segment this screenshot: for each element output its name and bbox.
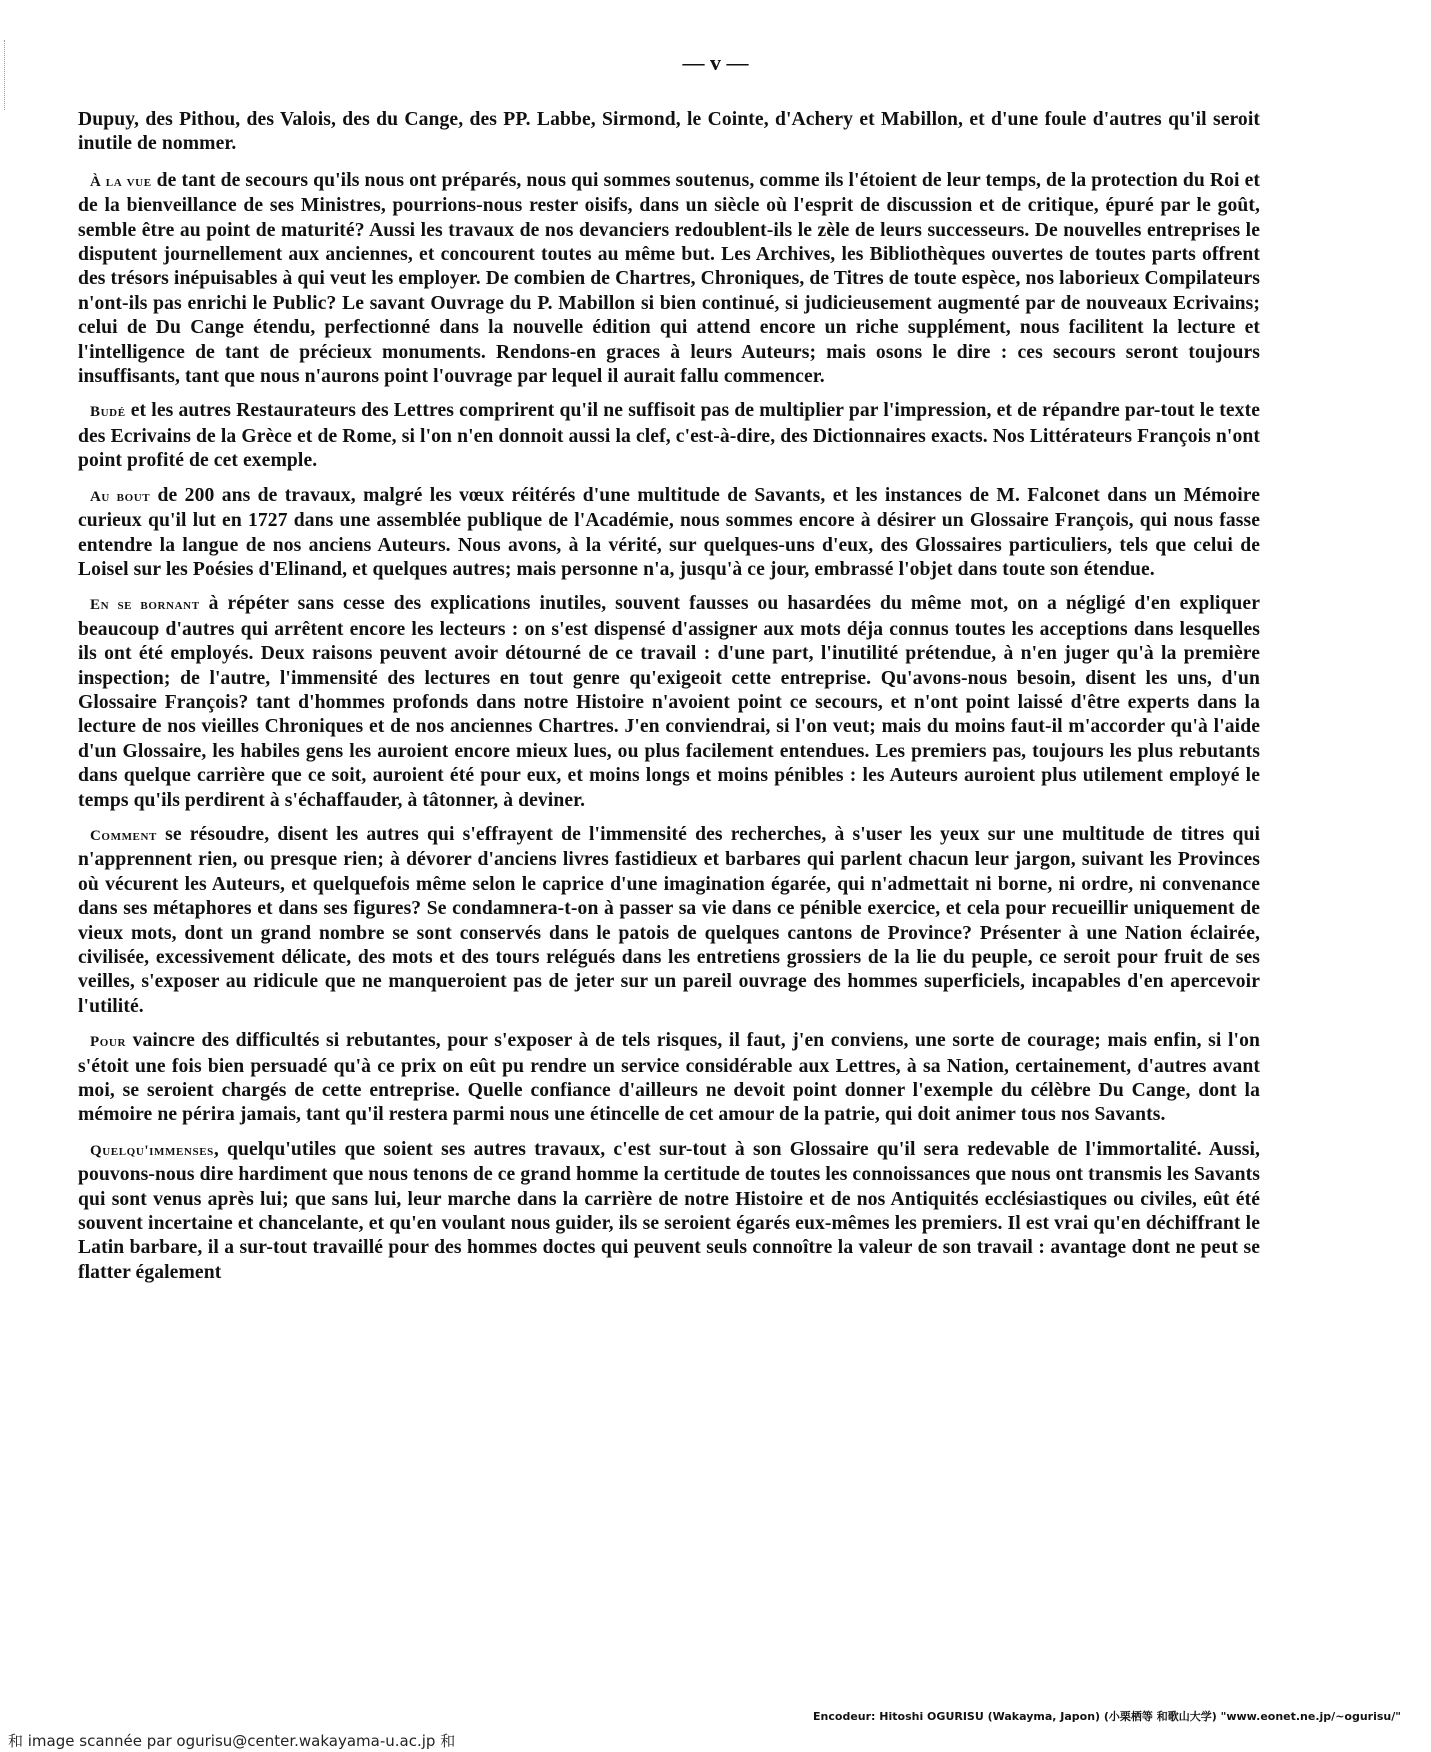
page-number: — v — xyxy=(682,50,749,75)
paragraph-text: à répéter sans cesse des explications inutiles, souvent fausses ou hasardées du même mot, on a négligé d'en expliquer beaucoup d'autres qui arrêtent encore les lecteurs : on s'est dispensé d'assigner aux mots déja connus toutes les acceptions dans lesquelles ils ont été employés. Deux raisons peuvent avoir détourné de ce travail : d'une part, l'inutilité prétendue, à n'en juger qu'à la première inspection; de l'autre, l'immensité des lectures en tout genre qu'exigeoit cette entreprise. Qu'avons-nous besoin, disent les uns, d'un Glossaire François? tant d'hommes profonds dans notre Histoire n'avoient point ce secours, et n'ont point laissé d'être experts dans la lecture de nos vieilles Chroniques et de nos anciennes Chartres. J'en conviendrai, si l'on veut; mais du moins faut-il m'accorder qu'à l'aide d'un Glossaire, les habiles gens les auroient encore mieux lues, ou plus facilement entendues. Les premiers pas, toujours les plus rebutants dans quelque carrière que ce soit, auroient été pour eux, et moins longs et moins pénibles : les Auteurs auroient plus utilement employé le temps qu'ils perdirent à s'échaffauder, à tâtonner, à deviner. xyxy=(78,593,1260,811)
paragraph xyxy=(78,1029,1260,1128)
paragraph xyxy=(78,484,1260,583)
paragraph xyxy=(78,1138,1260,1285)
paragraph xyxy=(78,592,1260,813)
paragraph-text: se résoudre, disent les autres qui s'effrayent de l'immensité des recherches, à s'user les yeux sur une multitude de titres qui n'apprennent rien, ou presque rien; à dévorer d'anciens livres fastidieux et barbares qui parlent chacun leur jargon, suivant les Provinces où vécurent les Auteurs, et quelquefois même selon le caprice d'une imagination égarée, qui n'admettait ni borne, ni ordre, ni convenance dans ses métaphores et dans ses figures? Se condamnera-t-on à passer sa vie dans ce pénible exercice, et cela pour recueillir uniquement de vieux mots, dont un grand nombre se sont conservés dans le patois de quelques cantons de Province? Présenter à une Nation éclairée, civilisée, excessivement délicate, des mots et des tours relégués dans les entretiens grossiers de la lie du peuple, ce seroit pour fruit de ses veilles, s'exposer au ridicule que ne manqueroient pas de jeter sur un pareil ouvrage des hommes superficiels, incapables d'en apercevoir l'utilité. xyxy=(78,823,1260,1017)
encoder-credit: Encodeur: Hitoshi OGURISU (Wakayma, Japon) (小栗栖等 和歌山大学) "www.eonet.ne.jp/~ogurisu/" xyxy=(813,1710,1401,1723)
paragraph-lead: À la vue xyxy=(90,173,152,190)
paragraph-lead: Au bout xyxy=(90,488,151,505)
scan-note: 和 image scannée par ogurisu@center.wakayama-u.ac.jp 和 xyxy=(8,1732,456,1750)
body-text xyxy=(78,108,1260,1295)
paragraph-text: , quelqu'utiles que soient ses autres travaux, c'est sur-tout à son Glossaire qu'il sera redevable de l'immortalité. Aussi, pouvons-nous dire hardiment que nous tenons de ce grand homme la certitude de toutes les connoissances que nous ont transmis les Savants qui sont venus après lui; que sans lui, leur marche dans la carrière de notre Histoire et de nos Antiquités ecclésiastiques ou civiles, eût été souvent incertaine et chancelante, et qu'en voulant nous guider, ils se seroient égarés eux-mêmes les premiers. Il est vrai qu'en déchiffrant le Latin barbare, il a sur-tout travaillé pour des hommes doctes qui peuvent seuls connoître la valeur de son travail : avantage dont ne peut se flatter également xyxy=(78,1138,1260,1283)
paragraph-lead: Budé xyxy=(90,404,126,421)
paragraph-lead: Pour xyxy=(90,1034,127,1051)
paragraph-lead: En se bornant xyxy=(90,597,200,614)
paragraph-text: et les autres Restaurateurs des Lettres comprirent qu'il ne suffisoit pas de multiplier par l'impression, et de répandre par-tout le texte des Ecrivains de la Grèce et de Rome, si l'on n'en donnoit aussi la clef, c'est-à-dire, des Dictionnaires exacts. Nos Littérateurs François n'ont point profité de cet exemple. xyxy=(78,400,1260,472)
paragraph-text: Dupuy, des Pithou, des Valois, des du Cange, des PP. Labbe, Sirmond, le Cointe, d'Achery et Mabillon, et d'une foule d'autres qu'il seroit inutile de nommer. xyxy=(78,109,1260,155)
paragraph-text: de tant de secours qu'ils nous ont préparés, nous qui sommes soutenus, comme ils l'étoient de leur temps, de la protection du Roi et de la bienveillance de ses Ministres, pourrions-nous rester oisifs, dans un siècle où l'esprit de discussion et de critique, épuré par le goût, semble être au point de maturité? Aussi les travaux de nos devanciers redoublent-ils le zèle de leurs successeurs. De nouvelles entreprises le disputent journellement aux anciennes, et concourent toutes au même but. Les Archives, les Bibliothèques ouvertes de toutes parts offrent des trésors inépuisables à qui veut les employer. De combien de Chartres, Chroniques, de Titres de toute espèce, nos laborieux Compilateurs n'ont-ils pas enrichi le Public? Le savant Ouvrage du P. Mabillon si bien continué, si judicieusement augmenté par de nouveaux Ecrivains; celui de Du Cange étendu, perfectionné dans la nouvelle édition qui attend encore un riche supplément, nous facilitent la lecture et l'intelligence de tant de précieux monuments. Rendons-en graces à leurs Auteurs; mais osons le dire : ces secours seront toujours insuffisants, tant que nous n'aurons point l'ouvrage par lequel il aurait fallu commencer. xyxy=(78,169,1260,388)
paragraph xyxy=(78,169,1260,390)
paragraph xyxy=(78,399,1260,473)
paragraph xyxy=(78,108,1260,157)
paragraph-lead: Quelqu'immenses xyxy=(90,1142,214,1159)
paragraph-lead: Comment xyxy=(90,827,157,844)
paragraph-text: de 200 ans de travaux, malgré les vœux réitérés d'une multitude de Savants, et les instances de M. Falconet dans un Mémoire curieux qu'il lut en 1727 dans une assemblée publique de l'Académie, nous sommes encore à désirer un Glossaire François, qui nous fasse entendre la langue de nos anciens Auteurs. Nous avons, à la vérité, sur quelques-uns d'eux, des Glossaires particuliers, tels que celui de Loisel sur les Poésies d'Elinand, et quelques autres; mais personne n'a, jusqu'à ce jour, embrassé l'objet dans toute son étendue. xyxy=(78,484,1261,580)
paragraph xyxy=(78,823,1260,1019)
paragraph-text: vaincre des difficultés si rebutantes, pour s'exposer à de tels risques, il faut, j'en conviens, une sorte de courage; mais enfin, si l'on s'étoit une fois bien persuadé qu'à ce prix on eût pu rendre un service considérable aux Lettres, à sa Nation, certainement, d'autres avant moi, se seroient chargés de cette entreprise. Quelle confiance d'ailleurs ne devoit point donner l'exemple du célèbre Du Cange, dont la mémoire ne périra jamais, tant qu'il restera parmi nous une étincelle de cet amour de la patrie, qui doit animer tous nos Savants. xyxy=(78,1030,1260,1126)
